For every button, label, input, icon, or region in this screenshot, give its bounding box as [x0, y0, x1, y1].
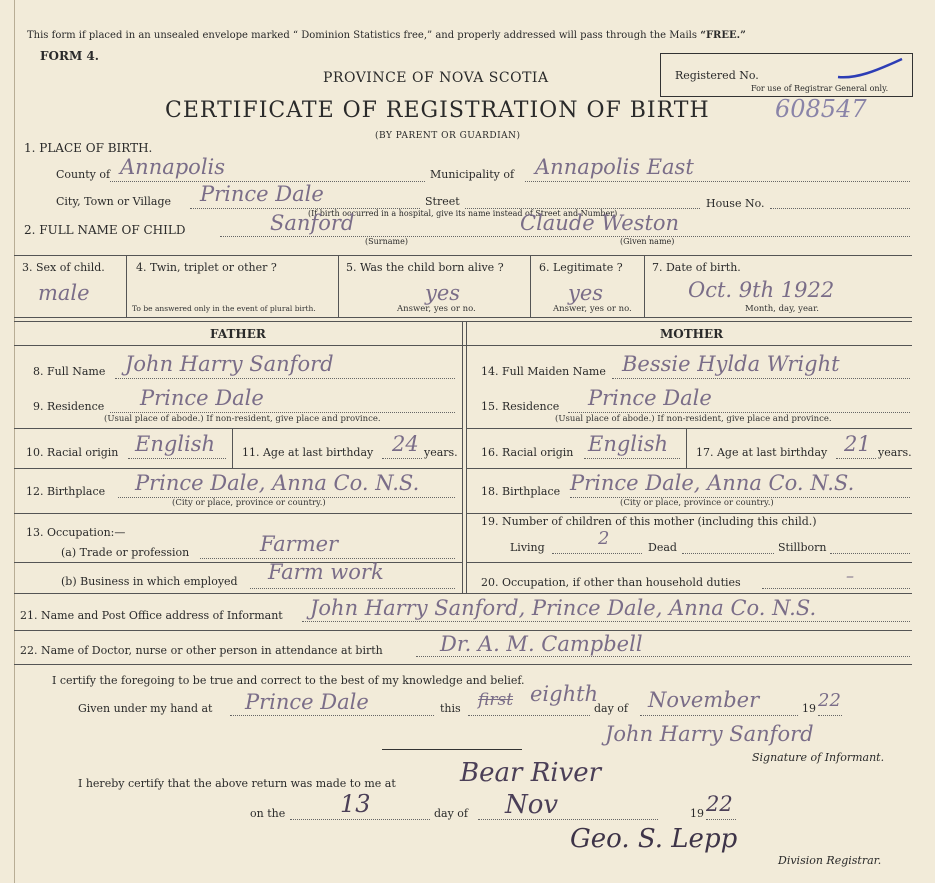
father-business: Farm work	[268, 560, 384, 584]
informant-label: 21. Name and Post Office address of Informant	[20, 609, 283, 622]
mother-name: Bessie Hylda Wright	[622, 352, 840, 376]
year-prefix: 19	[802, 702, 816, 715]
mother-racial-rule	[466, 428, 912, 429]
father-age-label: 11. Age at last birthday	[242, 446, 374, 459]
registered-label: Registered No.	[675, 69, 759, 82]
informant-value: John Harry Sanford, Prince Dale, Anna Co. N.S.	[310, 596, 817, 620]
mother-name-line	[612, 378, 910, 379]
informant-line	[302, 621, 910, 622]
living-line	[552, 553, 642, 554]
father-age-divider	[232, 428, 233, 468]
reg-year: 22	[706, 792, 733, 816]
col-divider-3	[530, 255, 531, 317]
father-birthplace-rule	[14, 513, 462, 514]
mother-age: 21	[844, 432, 871, 456]
father-age-rule	[14, 468, 462, 469]
house-line	[770, 208, 910, 209]
registrar-caption: Division Registrar.	[778, 854, 882, 867]
mother-racial-label: 16. Racial origin	[481, 446, 574, 459]
father-abode-note: (Usual place of abode.) If non-resident, give place and province.	[104, 414, 381, 424]
month-line	[640, 715, 798, 716]
father-trade-line	[200, 558, 455, 559]
mother-heading: MOTHER	[660, 327, 724, 341]
father-business-label: (b) Business in which employed	[61, 575, 238, 588]
col-divider-2	[338, 255, 339, 317]
mother-racial: English	[588, 432, 669, 456]
father-racial-rule	[14, 428, 462, 429]
mother-residence: Prince Dale	[588, 386, 712, 410]
alive-label: 5. Was the child born alive ?	[346, 261, 504, 274]
alive-note: Answer, yes or no.	[397, 304, 476, 314]
father-name-label: 8. Full Name	[33, 365, 106, 378]
county-label: County of	[56, 168, 111, 181]
row-top-rule	[14, 255, 912, 256]
given-place: Prince Dale	[245, 690, 369, 714]
doctor-rule	[14, 664, 912, 665]
registrar-box	[660, 53, 913, 97]
doctor-line	[416, 656, 910, 657]
mother-age-label: 17. Age at last birthday	[696, 446, 828, 459]
given-place-line	[230, 715, 434, 716]
parents-divider	[462, 321, 463, 593]
living-value: 2	[598, 528, 610, 549]
mail-note-text: This form if placed in an unsealed envelope marked “ Dominion Statistics free,” and properly addressed will pass through the Mails	[27, 30, 697, 41]
mail-note	[27, 31, 746, 41]
father-birthplace-note: (City or place, province or country.)	[172, 498, 326, 508]
registrar-signature: Geo. S. Lepp	[570, 824, 738, 854]
mother-age-rule	[466, 468, 912, 469]
reg-day-of-label: day of	[434, 807, 469, 820]
mother-age-divider	[686, 428, 687, 468]
on-the-label: on the	[250, 807, 286, 820]
city-label: City, Town or Village	[56, 195, 171, 208]
legitimate-note: Answer, yes or no.	[553, 304, 632, 314]
father-name-line	[115, 378, 455, 379]
father-occupation-label: 13. Occupation:—	[26, 526, 126, 539]
mother-birthplace-label: 18. Birthplace	[481, 485, 561, 498]
child-name-line	[220, 236, 910, 237]
father-age: 24	[392, 432, 419, 456]
surname-caption: (Surname)	[365, 237, 408, 246]
left-margin-rule	[14, 0, 15, 883]
col-divider-1	[126, 255, 127, 317]
mother-years-label: years.	[878, 446, 912, 459]
this-label: this	[440, 702, 461, 715]
stillborn-line	[830, 553, 910, 554]
father-residence: Prince Dale	[140, 386, 264, 410]
dead-label: Dead	[648, 541, 677, 554]
twin-label: 4. Twin, triplet or other ?	[136, 261, 277, 274]
certify-statement: I certify the foregoing to be true and correct to the best of my knowledge and belief.	[52, 674, 525, 687]
year-value: 22	[818, 690, 841, 711]
col-divider-4	[644, 255, 645, 317]
house-label: House No.	[706, 197, 765, 210]
doctor-value: Dr. A. M. Campbell	[440, 632, 643, 656]
father-trade: Farmer	[260, 532, 339, 556]
hospital-note: (If birth occurred in a hospital, give its name instead of Street and Number)	[308, 209, 618, 218]
informant-signature: John Harry Sanford	[605, 722, 814, 746]
father-residence-label: 9. Residence	[33, 400, 105, 413]
father-racial: English	[135, 432, 216, 456]
father-name: John Harry Sanford	[125, 352, 334, 376]
living-label: Living	[510, 541, 545, 554]
mother-occupation-line	[762, 588, 910, 589]
mail-note-free: “FREE.”	[700, 30, 746, 41]
child-name-label: 2. FULL NAME OF CHILD	[24, 223, 186, 237]
mother-birthplace: Prince Dale, Anna Co. N.S.	[570, 471, 855, 495]
place-of-birth-label: 1. PLACE OF BIRTH.	[24, 141, 153, 155]
mother-occupation: –	[846, 566, 854, 585]
parents-heading-rule	[14, 345, 912, 346]
parents-top-rule	[14, 321, 912, 322]
stillborn-label: Stillborn	[778, 541, 827, 554]
row-bottom-rule	[14, 317, 912, 318]
mother-name-label: 14. Full Maiden Name	[481, 365, 606, 378]
city-value: Prince Dale	[200, 182, 324, 206]
mother-birthplace-rule	[466, 513, 912, 514]
street-label: Street	[425, 195, 460, 208]
given-label: Given under my hand at	[78, 702, 213, 715]
father-birthplace-label: 12. Birthplace	[26, 485, 106, 498]
day-line	[468, 715, 590, 716]
father-business-line	[250, 588, 455, 589]
mother-birthplace-note: (City or place, province or country.)	[620, 498, 774, 508]
municipality-line	[525, 181, 910, 182]
reg-year-prefix: 19	[690, 807, 704, 820]
province-heading: PROVINCE OF NOVA SCOTIA	[323, 70, 549, 86]
hereby-place: Bear River	[460, 758, 602, 788]
year-line	[818, 715, 842, 716]
father-trade-rule	[14, 562, 462, 563]
given-caption: (Given name)	[620, 237, 675, 246]
dead-line	[682, 553, 774, 554]
hereby-label: I hereby certify that the above return was made to me at	[78, 777, 396, 790]
registrar-note: For use of Registrar General only.	[751, 84, 889, 93]
informant-rule	[14, 630, 912, 631]
mother-abode-note: (Usual place of abode.) If non-resident, give place and province.	[555, 414, 832, 424]
father-birthplace: Prince Dale, Anna Co. N.S.	[135, 471, 420, 495]
doctor-label: 22. Name of Doctor, nurse or other person in attendance at birth	[20, 644, 383, 657]
parents-divider-2	[466, 321, 467, 593]
father-heading: FATHER	[210, 327, 266, 341]
signature-separator	[382, 749, 522, 750]
reg-day: 13	[340, 790, 371, 818]
child-given-name: Claude Weston	[520, 211, 680, 235]
mother-age-line	[836, 458, 876, 459]
mother-occupation-label: 20. Occupation, if other than household duties	[481, 576, 741, 589]
mother-residence-line	[568, 412, 910, 413]
certificate-subtitle: (BY PARENT OR GUARDIAN)	[375, 131, 521, 141]
dob-value: Oct. 9th 1922	[688, 278, 835, 302]
informant-signature-caption: Signature of Informant.	[752, 751, 885, 764]
alive-value: yes	[425, 281, 461, 305]
father-trade-label: (a) Trade or profession	[61, 546, 190, 559]
parents-bottom-rule	[14, 593, 912, 594]
dob-label: 7. Date of birth.	[652, 261, 741, 274]
form-number: FORM 4.	[40, 49, 99, 63]
blue-check-icon	[836, 57, 906, 87]
day-of-label: day of	[594, 702, 629, 715]
registered-number-handwritten: 608547	[775, 95, 867, 123]
municipality-value: Annapolis East	[535, 155, 694, 179]
municipality-label: Municipality of	[430, 168, 515, 181]
county-value: Annapolis	[120, 155, 226, 179]
month-value: November	[648, 688, 760, 712]
father-racial-line	[128, 458, 226, 459]
father-age-line	[382, 458, 422, 459]
child-surname: Sanford	[270, 211, 355, 235]
reg-day-line	[290, 819, 430, 820]
day-struck: first	[478, 690, 514, 710]
dob-note: Month, day, year.	[745, 304, 819, 314]
reg-year-line	[706, 819, 736, 820]
sex-label: 3. Sex of child.	[22, 261, 105, 274]
legitimate-value: yes	[568, 281, 604, 305]
mother-children-rule	[466, 562, 912, 563]
certificate-title: CERTIFICATE OF REGISTRATION OF BIRTH	[165, 98, 710, 123]
father-racial-label: 10. Racial origin	[26, 446, 119, 459]
legitimate-label: 6. Legitimate ?	[539, 261, 623, 274]
mother-children-label: 19. Number of children of this mother (including this child.)	[481, 515, 817, 528]
day-value: eighth	[530, 682, 599, 706]
reg-month: Nov	[505, 790, 559, 820]
father-residence-line	[110, 412, 455, 413]
mother-racial-line	[584, 458, 680, 459]
sex-value: male	[38, 281, 90, 305]
mother-residence-label: 15. Residence	[481, 400, 560, 413]
twin-note: To be answered only in the event of plural birth.	[132, 304, 316, 313]
father-years-label: years.	[424, 446, 458, 459]
